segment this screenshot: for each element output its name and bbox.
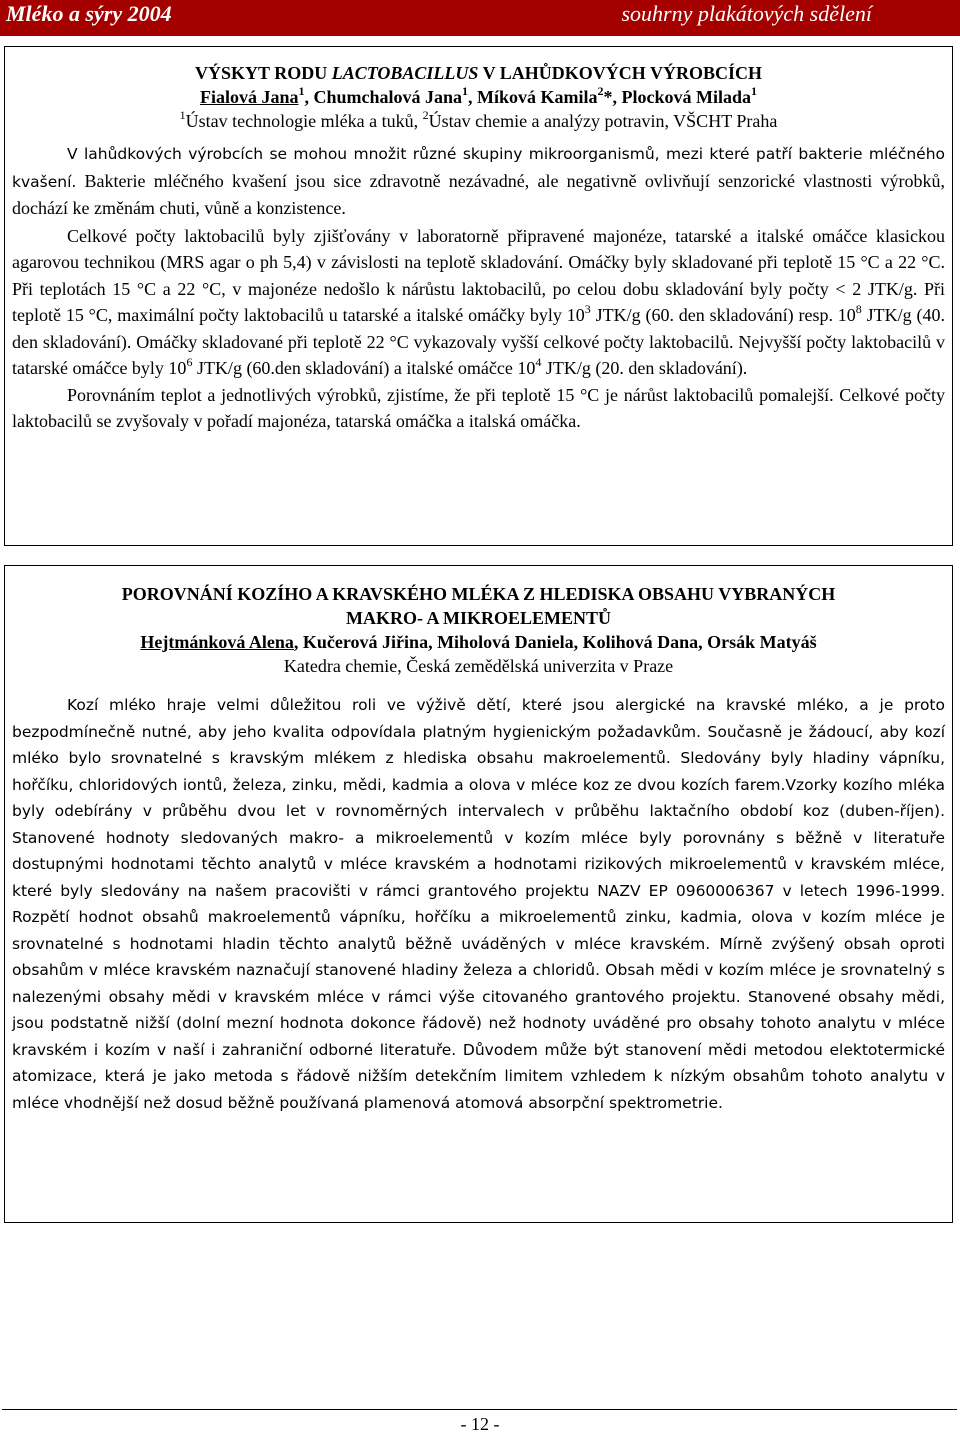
paragraph: V lahůdkových výrobcích se mohou množit různé skupiny mikroorganismů, mezi které patří bakterie mléčného kvašení. Bakterie mléčného kvašení jsou sice zdravotně nezávadné, ale negativně ovlivňují senzorické vlastnosti výrobků, dochází ke změnám chuti, vůně a konzistence. <box>12 145 945 218</box>
abstract-title-line1: POROVNÁNÍ KOZÍHO A KRAVSKÉHO MLÉKA Z HLEDISKA OBSAHU VYBRANÝCH <box>121 584 836 604</box>
abstract-title-line2: MAKRO- A MIKROELEMENTŮ <box>345 608 611 628</box>
paragraph: Celkové počty laktobacilů byly zjišťovány v laboratorně připravené majonéze, tatarské a italské omáčce klasickou agarovou technikou (MRS agar o ph 5,4) v závislosti na teplotě skladování. Omáčky byly skladované při teplotě 15 °C a 22 °C. Při teplotách 15 °C a 22 °C, v majonéze nedošlo k nárůstu laktobacilů, po celou dobu skladování byly počty < 2 JTK/g. Při teplotě 15 °C, maximální počty laktobacilů u tatarské a italské omáčky byly $10^3$ JTK/g (60. den skladování) resp. $10^8$ JTK/g (40. den skladování). Omáčky skladované při teplotě 22 °C vykazovaly vyšší celkové počty laktobacilů. Nejvyšší počty laktobacilů v tatarské omáčce byly $10^6$ JTK/g (60.den skladování) a italské omáčce $10^4$ JTK/g (20. den skladování). <box>12 225 945 378</box>
footer-divider <box>2 1409 957 1410</box>
abstract-body <box>5 141 952 435</box>
abstract-box-1 <box>4 46 953 546</box>
paragraph: Kozí mléko hraje velmi důležitou roli ve výživě dětí, které jsou alergické na kravské mléko, a je proto bezpodmínečně nutné, aby jeho kvalita odpovídala platným hygienickým požadavkům. Současně je žádoucí, aby kozí mléko bylo srovnatelné s kravským mlékem z hlediska obsahu makroelementů. Sledovány byly hladiny vápníku, hořčíku, chloridových iontů, železa, zinku, mědi, kadmia a olova v mléce koz ze dvou kozích farem.Vzorky kozího mléka byly odebírány v průběhu dvou let v rovnoměrných intervalech v průběhu laktačního období koz (duben-říjen). Stanovené hodnoty sledovaných makro- a mikroelementů v kozím mléce byly porovnány s běžně v literatuře dostupnými hodnotami těchto analytů v mléce kravském a hodnotami rizikových mikroelementů v kravském mléce, které byly sledovány na našem pracovišti v rámci grantového projektu NAZV EP 0960006367 v letech 1996-1999. Rozpětí hodnot obsahů makroelementů vápníku, hořčíku a mikroelementů zinku, kadmia, olova v kozím mléce je srovnatelné s hodnotami hladin těchto analytů běžně uváděných v mléce kravském. Mírně zvýšený obsah oproti obsahům v mléce kravském naznačují stanovené hladiny železa a chloridů. Obsah mědi v kozím mléce je srovnatelný s nalezenými obsahy mědi v kravském mléce v rámci výše citovaného grantového projektu. Stanovené obsahy mědi, jsou podstatně nižší (dolní mezní hodnota dokonce řádově) než hodnoty uváděné pro obsahy tohoto analytu v mléce kravském i kozím v naší i zahraniční odborné literatuře. Důvodem může být stanovení mědi metodou elektotermické atomizace, která je jako metoda s řádově nižším detekčním limitem vzhledem k nízkým obsahům tohoto analytu v mléce vhodnější než dosud běžně používaná plamenová atomová absorpční spektrometrie. <box>12 696 945 1112</box>
abstract-affiliation: Katedra chemie, Česká zemědělská univerzita v Praze <box>283 656 674 676</box>
abstract-body <box>5 692 952 1116</box>
abstract-box-2 <box>4 565 953 1223</box>
page-number: - 12 - <box>460 1414 500 1434</box>
paragraph: Porovnáním teplot a jednotlivých výrobků, zjistíme, že při teplotě 15 °C je nárůst laktobacilů pomalejší. Celkové počty laktobacilů se zvyšovaly v pořadí majonéza, tatarská omáčka a italská omáčka. <box>12 384 945 431</box>
section-title: souhrny plakátových sdělení <box>621 1 872 26</box>
abstract-authors: Hejtmánková Alena, Kučerová Jiřina, Miholová Daniela, Kolihová Dana, Orsák Matyáš <box>140 632 817 652</box>
journal-title: Mléko a sýry 2004 <box>6 1 172 26</box>
abstract-affiliation: $^1$Ústav technologie mléka a tuků, $^2$Ústav chemie a analýzy potravin, VŠCHT Praha <box>179 108 778 131</box>
abstract-title: VÝSKYT RODU LACTOBACILLUS V LAHŮDKOVÝCH VÝROBCÍCH <box>195 63 762 83</box>
abstract-authors: Fialová Jana$^1$, Chumchalová Jana$^1$, Míková Kamila$^2$*, Plocková Milada$^1$ <box>199 84 758 107</box>
page-header <box>0 0 960 36</box>
